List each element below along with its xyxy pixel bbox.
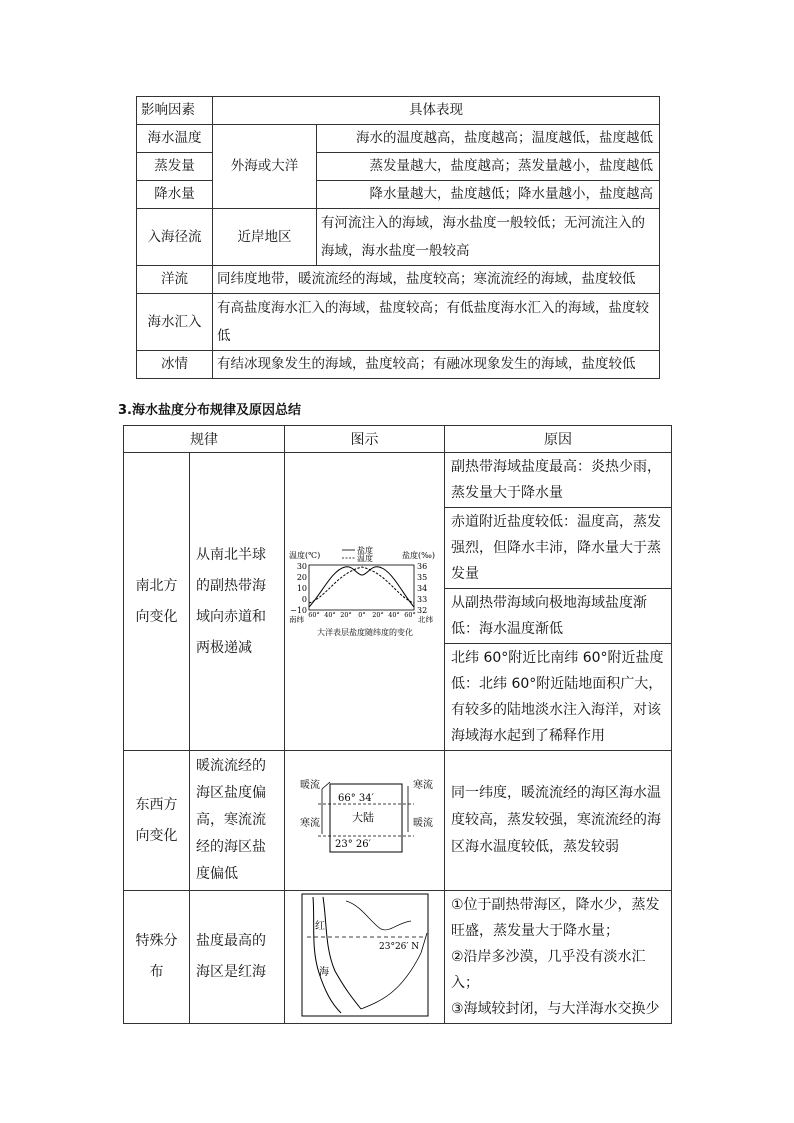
left-axis-title: 温度(℃) xyxy=(288,550,320,560)
special-reason: ③海域较封闭，与大洋海水交换少 xyxy=(451,1001,660,1017)
right-ticks xyxy=(417,562,427,615)
sea-char-2: 海 xyxy=(318,967,329,978)
factor-cell: 冰情 xyxy=(137,351,213,379)
left-tick: −10 xyxy=(289,605,307,615)
x-tick: 60° xyxy=(307,610,320,619)
table-row xyxy=(124,751,672,891)
cold-right-label: 寒流 xyxy=(412,779,433,791)
x-tick: 20° xyxy=(339,610,352,619)
right-tick: 34 xyxy=(416,583,427,593)
left-tick: 20 xyxy=(296,572,307,582)
header-reason: 原因 xyxy=(445,426,672,453)
x-left-label: 南纬 xyxy=(288,614,304,624)
right-tick: 32 xyxy=(416,605,427,615)
table-row xyxy=(137,266,660,294)
x-ticks xyxy=(308,611,416,619)
current-diagram xyxy=(290,774,440,864)
right-tick: 36 xyxy=(416,561,427,571)
desc-cell: 有河流注入的海域，海水盐度一般较低；无河流注入的海域，海水盐度一般较高 xyxy=(317,209,660,266)
map-frame xyxy=(302,894,428,1016)
ns-rule: 从南北半球的副热带海域向赤道和两极递减 xyxy=(190,453,285,751)
x-tick: 40° xyxy=(387,610,400,619)
plot-frame xyxy=(309,565,414,610)
warm-right-label: 暖流 xyxy=(412,817,433,829)
warm-current-arrow xyxy=(322,782,330,834)
right-axis-title: 盐度(‰) xyxy=(401,550,435,560)
x-tick: 20° xyxy=(371,610,384,619)
factor-cell: 蒸发量 xyxy=(137,153,213,181)
table-row xyxy=(137,351,660,379)
salinity-latitude-chart xyxy=(287,545,443,655)
x-tick: 60° xyxy=(403,610,416,619)
ns-reason: 副热带海域盐度最高：炎热少雨，蒸发量大于降水量 xyxy=(445,453,672,508)
factor-cell: 洋流 xyxy=(137,266,213,294)
warm-left-char1: 暖流 xyxy=(299,779,320,791)
ew-diagram-cell xyxy=(285,751,445,891)
x-tick: 40° xyxy=(323,610,336,619)
special-reason: ②沿岸多沙漠，几乎没有淡水汇入； xyxy=(451,949,646,991)
special-reason: ①位于副热带海区，降水少，蒸发旺盛，蒸发量大于降水量； xyxy=(451,897,660,939)
factor-cell: 海水温度 xyxy=(137,125,213,153)
chart-caption: 大洋表层盐度随纬度的变化 xyxy=(316,627,413,637)
x-right-label: 北纬 xyxy=(417,614,433,624)
table-row xyxy=(124,453,672,508)
table-header-row xyxy=(124,426,672,453)
latitude-label: 23°26′ N xyxy=(378,942,419,952)
factor-cell: 降水量 xyxy=(137,181,213,209)
ns-reason: 赤道附近盐度较低：温度高，蒸发强烈，但降水丰沛，降水量大于蒸发量 xyxy=(445,508,672,589)
table-row xyxy=(137,125,660,153)
sea-char-1: 红 xyxy=(314,921,325,932)
desc-cell: 同纬度地带，暖流流经的海域，盐度较高；寒流流经的海域，盐度较低 xyxy=(213,266,660,294)
coast-west xyxy=(313,897,341,1013)
latitude-bottom-label: 23° 26′ xyxy=(334,838,371,850)
latitude-top-label: 66° 34′ xyxy=(337,792,374,804)
ns-reason: 北纬 60°附近比南纬 60°附近盐度低：北纬 60°附近陆地面积广大，有较多的陆地淡水注入海洋，对该海域海水起到了稀释作用 xyxy=(445,644,672,751)
salinity-factors-table xyxy=(136,96,660,379)
gulf-coast xyxy=(346,901,411,930)
header-rule: 规律 xyxy=(124,426,285,453)
table-row xyxy=(124,891,672,1024)
ns-label: 南北方向变化 xyxy=(124,453,190,751)
desc-cell: 有结冰现象发生的海域，盐度较高；有融冰现象发生的海域，盐度较低 xyxy=(213,351,660,379)
table-row xyxy=(137,294,660,351)
red-sea-map-cell xyxy=(285,891,445,1024)
table-row xyxy=(137,209,660,266)
x-tick: 0° xyxy=(357,610,366,619)
continent-label: 大陆 xyxy=(351,810,374,824)
ns-chart-cell xyxy=(285,453,445,751)
red-sea-map xyxy=(301,893,429,1017)
desc-cell: 蒸发量越大，盐度越高；蒸发量越小，盐度越低 xyxy=(317,153,660,181)
desc-cell: 海水的温度越高，盐度越高；温度越低，盐度越低 xyxy=(317,125,660,153)
left-ticks xyxy=(290,562,307,615)
ns-reason: 从副热带海域向极地海域盐度渐低：海水温度渐低 xyxy=(445,589,672,644)
factor-cell: 海水汇入 xyxy=(137,294,213,351)
header-detail: 具体表现 xyxy=(213,97,660,125)
header-factor: 影响因素 xyxy=(137,97,213,125)
left-tick: 30 xyxy=(296,561,307,571)
left-tick: 10 xyxy=(296,583,307,593)
ew-reason: 同一纬度，暖流流经的海区海水温度较高，蒸发较强，寒流流经的海区海水温度较低，蒸发较弱 xyxy=(445,751,672,891)
ew-rule: 暖流流经的海区盐度偏高，寒流流经的海区盐度偏低 xyxy=(190,751,285,891)
salinity-curve xyxy=(309,566,414,606)
legend-temp: 温度 xyxy=(356,553,373,563)
salinity-distribution-table xyxy=(123,425,672,1024)
cold-left-label: 寒流 xyxy=(299,817,320,829)
desc-cell: 有高盐度海水汇入的海域，盐度较高；有低盐度海水汇入的海域，盐度较低 xyxy=(213,294,660,351)
right-tick: 33 xyxy=(416,594,427,604)
header-figure: 图示 xyxy=(285,426,445,453)
ew-label: 东西方向变化 xyxy=(124,751,190,891)
special-reasons xyxy=(445,891,672,1024)
coast-east xyxy=(323,897,361,1009)
factor-cell: 入海径流 xyxy=(137,209,213,266)
table-header-row xyxy=(137,97,660,125)
legend-salinity: 盐度 xyxy=(356,545,373,555)
left-tick: 0 xyxy=(301,594,307,604)
desc-cell: 降水量越大，盐度越低；降水量越小，盐度越高 xyxy=(317,181,660,209)
section-title: 3.海水盐度分布规律及原因总结 xyxy=(118,403,301,418)
special-rule: 盐度最高的海区是红海 xyxy=(190,891,285,1024)
group-cell: 近岸地区 xyxy=(213,209,317,266)
group-cell: 外海或大洋 xyxy=(213,125,317,209)
right-tick: 35 xyxy=(416,572,427,582)
special-label: 特殊分布 xyxy=(124,891,190,1024)
